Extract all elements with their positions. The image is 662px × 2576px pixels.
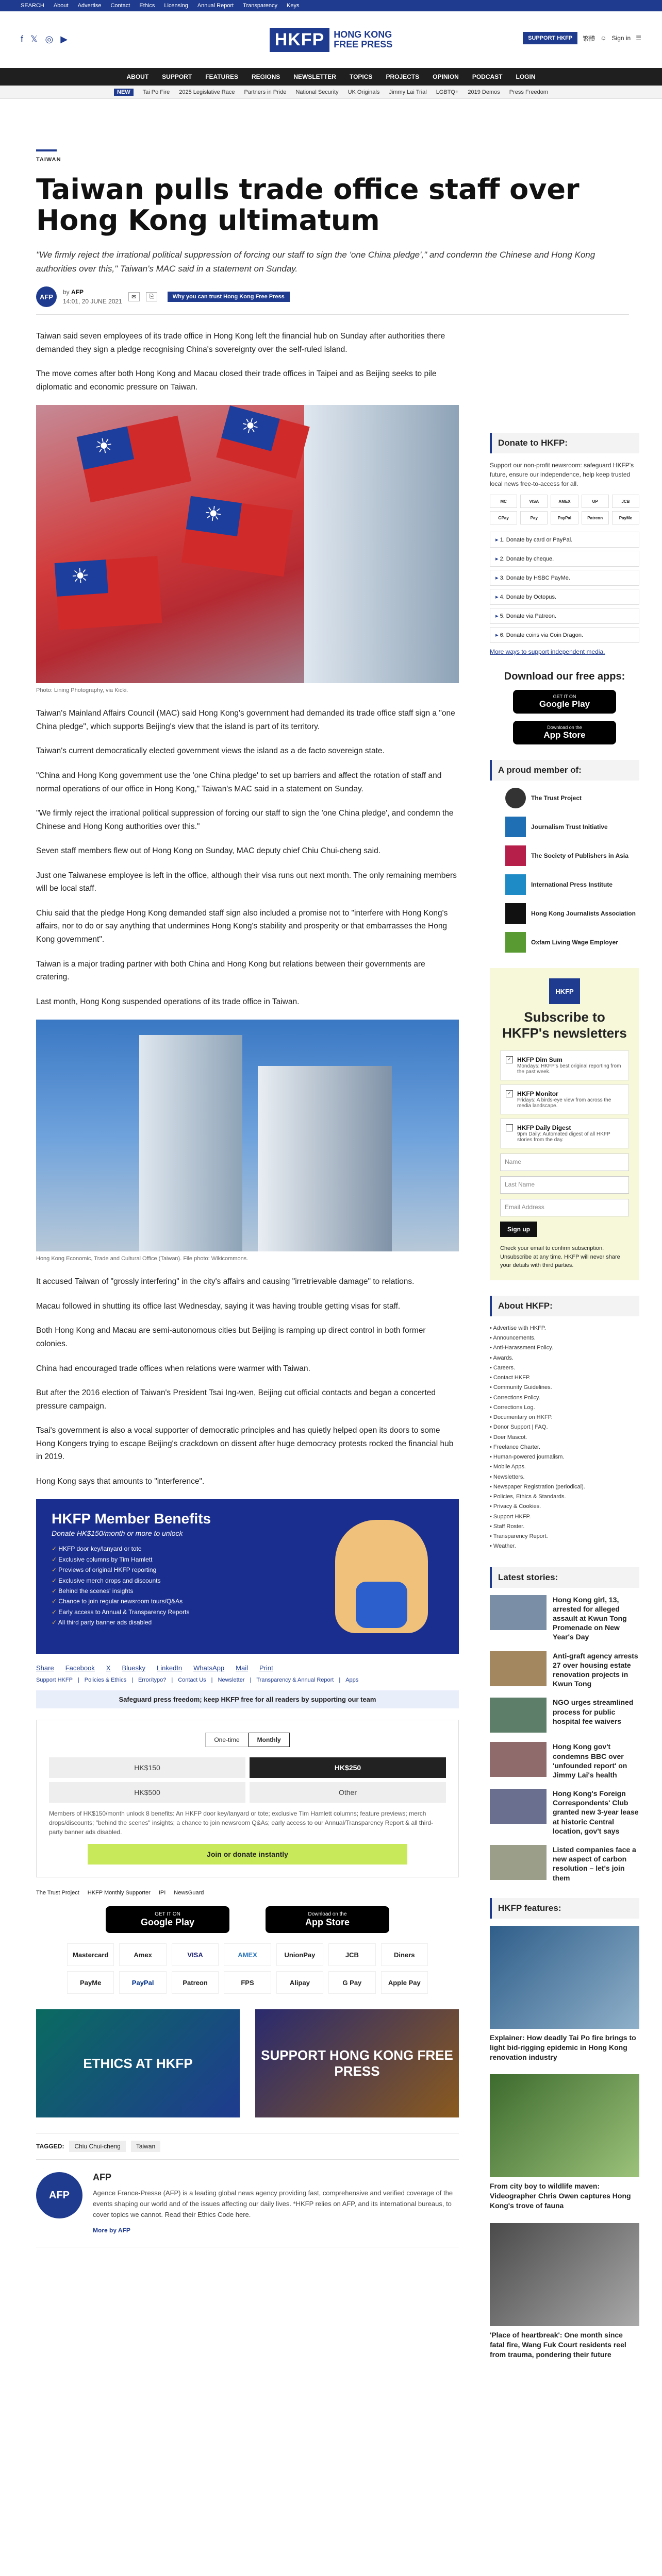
share-linkedin[interactable]: LinkedIn (157, 1664, 183, 1672)
author-name[interactable]: AFP (71, 289, 84, 296)
story-title[interactable]: Hong Kong gov't condemns BBC over 'unfounded report' on Jimmy Lai's health (553, 1742, 627, 1779)
as-small: Download on the (308, 1911, 347, 1918)
card-logo: MC (490, 495, 517, 508)
story-thumbnail (490, 1845, 547, 1880)
benefit-item: ✓ Exclusive columns by Tim Hamlett (52, 1554, 443, 1565)
main-nav (0, 68, 662, 86)
nav-item-features[interactable]: FEATURES (205, 73, 238, 80)
payme-logo: PayMe (67, 1971, 114, 1994)
nav-item-about[interactable]: ABOUT (126, 73, 149, 80)
logo-line-2: FREE PRESS (334, 39, 393, 49)
donate-text: Support our non-profit newsroom: safeguard HKFP's future, ensure our independence, help keep trusted local news free-to-access for all. (490, 462, 634, 487)
monthly-tab[interactable]: Monthly (249, 1733, 290, 1747)
paragraph: Just one Taiwanese employee is left in the office, although their visa runs out next month. The only remaining members will be local staff. (36, 871, 457, 893)
member-logo[interactable] (505, 845, 639, 866)
mastercard-logo: Mastercard (67, 1943, 114, 1966)
byline-by: by (63, 289, 70, 296)
benefit-item: ✓ Chance to join regular newsroom tours/Q&As (52, 1596, 443, 1606)
author-info (93, 2172, 459, 2234)
newsletter-option[interactable] (500, 1050, 629, 1080)
new-badge: NEW (114, 89, 134, 96)
as-small: Download on the (547, 725, 582, 730)
latest-story[interactable] (490, 1789, 639, 1836)
story-title[interactable]: NGO urges streamlined process for public hospital fee waivers (553, 1698, 634, 1725)
card-logo: Pay (520, 511, 548, 524)
share-bluesky[interactable]: Bluesky (122, 1664, 145, 1672)
article-title: Taiwan pulls trade office staff over Hong Kong ultimatum (36, 173, 580, 237)
signup-button[interactable]: Sign up (500, 1222, 537, 1237)
sidebar-app-store-button[interactable] (513, 721, 616, 744)
about-link-item[interactable]: • Careers. (490, 1363, 639, 1373)
paragraph: Both Hong Kong and Macau are semi-autonomous cities but Beijing is ramping up direct control in both former colonies. (36, 1326, 426, 1348)
keys-link[interactable]: Keys (287, 3, 300, 9)
about-link-item[interactable]: • Newsletters. (490, 1472, 639, 1482)
trending-item[interactable]: LGBTQ+ (436, 89, 459, 95)
google-play-button[interactable] (106, 1906, 229, 1933)
article-standfirst: "We firmly reject the irrational political suppression of forcing our staff to sign the 'one China pledge'," and condemn the Chinese and Hong Kong authorities over this," Taiwan's MAC said in a statement on Sunday. (36, 249, 595, 274)
error-link[interactable]: Error/typo? (138, 1677, 167, 1684)
story-thumbnail (490, 1742, 547, 1777)
transparency-link[interactable]: Transparency (243, 3, 277, 9)
story-title[interactable]: Hong Kong girl, 13, arrested for alleged assault at Kwun Tong Promenade on New Year's Day (553, 1595, 627, 1641)
diners-logo: Diners (381, 1943, 428, 1966)
author-box (36, 2172, 459, 2247)
latest-story[interactable] (490, 1698, 639, 1733)
facebook-icon[interactable]: f (21, 34, 24, 44)
trending-item[interactable]: 2025 Legislative Race (179, 89, 235, 95)
as-label: App Store (543, 730, 586, 740)
benefit-item: ✓ Early access to Annual & Transparency Reports (52, 1607, 443, 1617)
logo-line-1: HONG KONG (334, 29, 392, 40)
trust-badges (36, 1890, 459, 1896)
about-link-item[interactable]: • Policies, Ethics & Standards. (490, 1492, 639, 1502)
ipi-badge[interactable]: IPI (158, 1890, 166, 1896)
member-name: Journalism Trust Initiative (531, 823, 608, 831)
about-link-item[interactable]: • Anti-Harassment Policy. (490, 1343, 639, 1353)
paragraph: Seven staff members flew out of Hong Kong on Sunday, MAC deputy chief Chiu Chui-cheng said. (36, 846, 381, 856)
amount-options (49, 1757, 446, 1803)
newsletter-logo: HKFP (549, 978, 580, 1004)
contact-link[interactable]: Contact (110, 3, 130, 9)
benefit-item: ✓ HKFP door key/lanyard or tote (52, 1544, 443, 1554)
newsletter-note: Check your email to confirm subscription. Unsubscribe at any time. HKFP will never share your details with third parties. (500, 1245, 620, 1269)
tag-list (36, 2133, 459, 2160)
paragraph: "We firmly reject the irrational political suppression of forcing our staff to sign the 'one China pledge', and condemn the Chinese and Hong Kong authorities over this." (36, 809, 454, 831)
benefit-item: ✓ All third party banner ads disabled (52, 1617, 443, 1628)
instagram-icon[interactable]: ◎ (45, 34, 54, 44)
about-link-item[interactable]: • Announcements. (490, 1333, 639, 1343)
payment-methods (67, 1943, 428, 1994)
visa-logo: VISA (172, 1943, 219, 1966)
gpay-logo: G Pay (328, 1971, 375, 1994)
paragraph: Taiwan is a major trading partner with both China and Hong Kong but relations between their governments are cratering. (36, 959, 425, 982)
donate-note: Members of HK$150/month unlock 8 benefits: An HKFP door key/lanyard or tote; exclusive Tim Hamlett columns; feature previews; merch drops/discounts; "behind the scenes" insights; a chance to join newsroom Q&As; early access to our Annual/Transparency Report & all third-party banner ads disabled. (49, 1810, 434, 1836)
article-category[interactable]: TAIWAN (36, 157, 61, 163)
feature-story[interactable] (490, 2074, 639, 2211)
share-x[interactable]: X (106, 1664, 111, 1672)
app-store-button[interactable] (266, 1906, 389, 1933)
gp-label: Google Play (140, 1917, 195, 1928)
story-thumbnail (490, 1651, 547, 1686)
feature-story[interactable] (490, 1926, 639, 2062)
paragraph: The move comes after both Hong Kong and Macau closed their trade offices in Taipei and as Beijing seeks to pile diplomatic and economic pressure on Taiwan. (36, 369, 437, 392)
more-by-author-link[interactable]: More by AFP (93, 2226, 130, 2234)
nav-item-podcast[interactable]: PODCAST (472, 73, 503, 80)
paypal-logo: PayPal (119, 1971, 166, 1994)
about-link-item[interactable]: • Weather. (490, 1541, 639, 1551)
jcb-logo: JCB (328, 1943, 375, 1966)
youtube-icon[interactable]: ▶ (60, 34, 68, 44)
trending-bar (0, 86, 662, 99)
story-thumbnail (490, 1789, 547, 1824)
licensing-link[interactable]: Licensing (164, 3, 188, 9)
last-name-input[interactable]: Last Name (500, 1176, 629, 1194)
about-link-item[interactable]: • Newspaper Registration (periodical). (490, 1482, 639, 1492)
share-mail[interactable]: Mail (236, 1664, 248, 1672)
gp-small: GET IT ON (553, 694, 576, 699)
support-hkfp-button[interactable]: SUPPORT HKFP (523, 32, 577, 44)
frequency-toggle (49, 1733, 446, 1747)
card-logo: PayPal (551, 511, 578, 524)
taiwan-flag (55, 556, 162, 630)
author-avatar[interactable]: AFP (36, 286, 57, 307)
ipi-icon (505, 874, 526, 895)
tags-label: TAGGED: (36, 2143, 64, 2150)
about-link-item[interactable]: • Contact HKFP. (490, 1373, 639, 1383)
promo-title: HKFP Member Benefits (52, 1511, 211, 1527)
card-logo: JCB (612, 495, 639, 508)
fps-logo: FPS (224, 1971, 271, 1994)
hkja-icon (505, 903, 526, 924)
member-logo[interactable] (505, 903, 639, 924)
article-body (36, 330, 459, 2247)
feature-image (490, 2074, 639, 2177)
menu-icon[interactable]: ☰ (636, 35, 641, 42)
trust-hkfp-button[interactable]: Why you can trust Hong Kong Free Press (168, 292, 290, 302)
donate-title: Donate to HKFP: (490, 433, 639, 453)
ethics-link[interactable]: Ethics (139, 3, 155, 9)
about-link-item[interactable]: • Advertise with HKFP. (490, 1324, 639, 1333)
applepay-logo: Apple Pay (381, 1971, 428, 1994)
category-bar (36, 149, 57, 151)
user-icon[interactable]: ☺ (600, 35, 607, 42)
about-link-item[interactable]: • Documentary on HKFP. (490, 1413, 639, 1422)
x-icon[interactable]: 𝕏 (30, 34, 38, 44)
header-actions (523, 32, 641, 44)
author-box-name[interactable]: AFP (93, 2172, 111, 2183)
publish-date: 14:01, 20 JUNE 2021 (63, 298, 122, 305)
member-name: The Society of Publishers in Asia (531, 852, 628, 859)
sidebar (490, 433, 639, 2372)
trending-item[interactable]: Jimmy Lai Trial (389, 89, 427, 95)
monthly-supporter-badge[interactable]: HKFP Monthly Supporter (87, 1890, 151, 1896)
paragraph: "China and Hong Kong government use the 'one China pledge' to set up barriers and affect the rotation of staff and normal operations of our office in Hong Kong," Taiwan's MAC said in a statement on Sunday. (36, 771, 442, 793)
about-link-item[interactable]: • Freelance Charter. (490, 1443, 639, 1452)
paragraph: Taiwan's Mainland Affairs Council (MAC) said Hong Kong's government had demanded its trade office staff sign a "one China pledge", which supports Beijing's view that the island is part of its territory. (36, 709, 455, 731)
about-link-item[interactable]: • Doer Mascot. (490, 1433, 639, 1443)
feature-title[interactable]: From city boy to wildlife maven: Videographer Chris Owen captures Hong Kong's trove of fauna (490, 2182, 631, 2210)
story-thumbnail (490, 1698, 547, 1733)
member-logo[interactable] (505, 874, 639, 895)
nav-item-projects[interactable]: PROJECTS (386, 73, 420, 80)
share-label: Share (36, 1664, 54, 1672)
about-link-item[interactable]: • Staff Roster. (490, 1522, 639, 1532)
about-links (490, 1324, 639, 1552)
member-logo[interactable] (505, 788, 639, 808)
about-link-item[interactable]: • Human-powered journalism. (490, 1452, 639, 1462)
tag-item[interactable]: Chiu Chui-cheng (69, 2141, 125, 2152)
photo-building (139, 1035, 242, 1251)
newsletter-name: HKFP Dim Sum (517, 1056, 562, 1064)
newsletter-name: HKFP Monitor (517, 1090, 558, 1098)
trending-item[interactable]: Press Freedom (509, 89, 548, 95)
paragraph: It accused Taiwan of "grossly interfering" in the city's affairs and causing "irretrievable damage" to relations. (36, 1277, 415, 1286)
nav-item-support[interactable]: SUPPORT (162, 73, 192, 80)
paragraph: Tsai's government is also a vocal supporter of democratic principles and has quietly helped open its doors to some Hong Kongers trying to escape Beijing's crackdown on dissent after huge democracy protests rocked the financial hub in 2019. (36, 1426, 454, 1462)
donate-option[interactable]: ▸ 5. Donate via Patreon. (490, 608, 639, 624)
card-logo: UP (582, 495, 609, 508)
member-title: A proud member of: (490, 760, 639, 781)
policies-link[interactable]: Policies & Ethics (84, 1677, 127, 1684)
trade-office-photo (36, 1020, 459, 1251)
photo-building (258, 1066, 392, 1251)
tag-item[interactable]: Taiwan (131, 2141, 160, 2152)
logo-wordmark (334, 30, 392, 49)
newsletter-checkbox[interactable]: ✓ (506, 1090, 513, 1097)
share-facebook[interactable]: Facebook (65, 1664, 95, 1672)
benefit-item: ✓ Exclusive merch drops and discounts (52, 1575, 443, 1586)
newsguard-badge[interactable]: NewsGuard (174, 1890, 204, 1896)
advertise-link[interactable]: Advertise (77, 3, 102, 9)
support-link[interactable]: Support HKFP (36, 1677, 73, 1684)
trending-item[interactable]: UK Originals (347, 89, 380, 95)
contact-us-link[interactable]: Contact Us (178, 1677, 206, 1684)
story-title[interactable]: Anti-graft agency arrests 27 over housing estate renovation projects in Kwun Tong (553, 1651, 638, 1688)
benefit-item: ✓ Behind the scenes' insights (52, 1586, 443, 1596)
feature-image (490, 2223, 639, 2326)
about-link-item[interactable]: • Corrections Policy. (490, 1393, 639, 1403)
taiwan-flag (77, 416, 192, 503)
latest-story[interactable] (490, 1651, 639, 1689)
oxfam-icon (505, 932, 526, 953)
trending-item[interactable]: Tai Po Fire (142, 89, 170, 95)
card-logo: GPay (490, 511, 517, 524)
paragraph: Macau followed in shutting its office last Wednesday, saying it was having trouble getting visas for staff. (36, 1301, 401, 1311)
about-title: About HKFP: (490, 1296, 639, 1316)
card-logo: AMEX (551, 495, 578, 508)
newsletter-option[interactable] (500, 1118, 629, 1148)
newsletter-option[interactable] (500, 1084, 629, 1114)
donate-option[interactable]: ▸ 4. Donate by Octopus. (490, 589, 639, 605)
nav-item-newsletter[interactable]: NEWSLETTER (293, 73, 336, 80)
amount-option[interactable]: HK$500 (49, 1782, 245, 1803)
about-link-item[interactable]: • Donor Support | FAQ. (490, 1422, 639, 1432)
feature-title[interactable]: Explainer: How deadly Tai Po fire brings to light bid-rigging epidemic in Hong Kong renovation industry (490, 2033, 636, 2061)
photo-building (304, 405, 459, 683)
trending-item[interactable]: Partners in Pride (244, 89, 287, 95)
trending-item[interactable]: National Security (295, 89, 339, 95)
patreon-logo: Patreon (172, 1971, 219, 1994)
latest-story[interactable] (490, 1595, 639, 1642)
social-icons (21, 34, 68, 45)
gp-label: Google Play (539, 699, 590, 709)
member-name: The Trust Project (531, 794, 582, 802)
paragraph: Taiwan said seven employees of its trade office in Hong Kong left the financial hub on Sunday after authorities there demanded they sign a pledge recognising China's sovereignty over the self-ruled island. (36, 332, 445, 354)
apps-link[interactable]: Apps (345, 1677, 359, 1684)
footer-links: Support HKFP | Policies & Ethics | Error/typo? | Contact Us | Newsletter | Transparency & Annual Report | Apps (36, 1677, 359, 1684)
support-banner[interactable]: SUPPORT HONG KONG FREE PRESS (255, 2009, 459, 2117)
about-link-item[interactable]: • Support HKFP. (490, 1512, 639, 1522)
features-title: HKFP features: (490, 1898, 639, 1919)
member-logo[interactable] (505, 932, 639, 953)
utility-bar (0, 0, 662, 11)
gp-small: GET IT ON (155, 1911, 180, 1918)
sign-in-link[interactable]: Sign in (611, 35, 631, 42)
benefit-item: ✓ Previews of original HKFP reporting (52, 1565, 443, 1575)
language-switch[interactable]: 繁體 (583, 35, 595, 42)
feature-image (490, 1926, 639, 2029)
newsletter-signup (490, 968, 639, 1280)
donate-option[interactable]: ▸ 6. Donate coins via Coin Dragon. (490, 627, 639, 643)
apps-title: Download our free apps: (504, 671, 625, 682)
trust-project-badge[interactable]: The Trust Project (36, 1890, 79, 1896)
author-bio: Agence France-Presse (AFP) is a leading global news agency providing fast, comprehensive and verified coverage of the events shaping our world and of the issues affecting our daily lives. *HKFP relies on AFP, and its international bureaus, to cover topics we cannot. Read their Ethics Code here. (93, 2189, 453, 2219)
donate-option[interactable]: ▸ 3. Donate by HSBC PayMe. (490, 570, 639, 586)
email-icon[interactable]: ✉ (128, 292, 140, 301)
link-icon[interactable]: ⎘ (146, 292, 157, 301)
member-logo[interactable] (505, 817, 639, 837)
about-link-item[interactable]: • Awards. (490, 1353, 639, 1363)
safeguard-banner[interactable]: Safeguard press freedom; keep HKFP free for all readers by supporting our team (36, 1690, 459, 1708)
member-name: Hong Kong Journalists Association (531, 910, 636, 917)
logo-mark: HKFP (270, 28, 330, 52)
photo-caption: Photo: Lining Photography, via Kicki. (36, 687, 128, 694)
jti-icon (505, 817, 526, 837)
amount-option-selected[interactable]: HK$250 (250, 1757, 446, 1778)
sidebar-payment-cards (490, 495, 639, 524)
about-link[interactable]: About (53, 3, 69, 9)
newsletter-title: Subscribe to HKFP's newsletters (502, 1009, 627, 1041)
donate-option[interactable]: ▸ 2. Donate by cheque. (490, 551, 639, 567)
newsletter-desc: Fridays: A birds-eye view from across the media landscape. (517, 1097, 611, 1109)
card-logo: VISA (520, 495, 548, 508)
search-link[interactable]: SEARCH (21, 3, 44, 9)
photo-caption: Hong Kong Economic, Trade and Cultural Office (Taiwan). File photo: Wikicommons. (36, 1256, 249, 1262)
newsletter-checkbox[interactable] (506, 1124, 513, 1131)
join-donate-button[interactable]: Join or donate instantly (88, 1844, 407, 1865)
author-avatar-large[interactable]: AFP (36, 2172, 82, 2218)
amount-option[interactable]: HK$150 (49, 1757, 245, 1778)
about-link-item[interactable]: • Community Guidelines. (490, 1383, 639, 1393)
donate-option[interactable]: ▸ 1. Donate by card or PayPal. (490, 532, 639, 548)
trust-project-icon (505, 788, 526, 808)
paragraph: Hong Kong says that amounts to "interference". (36, 1477, 205, 1486)
amex-logo: AMEX (224, 1943, 271, 1966)
as-label: App Store (305, 1917, 350, 1928)
paragraph: Last month, Hong Kong suspended operations of its trade office in Taiwan. (36, 997, 300, 1006)
newsletter-checkbox[interactable]: ✓ (506, 1056, 513, 1063)
feature-story[interactable] (490, 2223, 639, 2360)
promo-subtitle: Donate HK$150/month or more to unlock (52, 1529, 183, 1538)
newsletter-desc: Mondays: HKFP's best original reporting from the past week. (517, 1063, 621, 1075)
member-benefits-promo[interactable] (36, 1499, 459, 1654)
trending-item[interactable]: 2019 Demos (468, 89, 500, 95)
member-name: International Press Institute (531, 881, 613, 888)
promo-banners (36, 2009, 459, 2117)
about-link-item[interactable]: • Privacy & Cookies. (490, 1502, 639, 1512)
ethics-banner[interactable]: ETHICS AT HKFP (36, 2009, 240, 2117)
about-link-item[interactable]: • Mobile Apps. (490, 1462, 639, 1472)
taiwan-flag (181, 496, 293, 577)
share-whatsapp[interactable]: WhatsApp (193, 1664, 225, 1672)
paragraph: But after the 2016 election of Taiwan's President Tsai Ing-wen, Beijing cut official contacts and began a concerted pressure campaign. (36, 1388, 436, 1411)
story-title[interactable]: Hong Kong's Foreign Correspondents' Club granted new 3-year lease at historic Central location, gov't says (553, 1789, 639, 1835)
byline (36, 286, 629, 315)
taiwan-flags-photo (36, 405, 459, 683)
nav-item-login[interactable]: LOGIN (516, 73, 536, 80)
nav-item-topics[interactable]: TOPICS (349, 73, 373, 80)
nav-item-opinion[interactable]: OPINION (433, 73, 459, 80)
alipay-logo: Alipay (276, 1971, 323, 1994)
newsletter-link[interactable]: Newsletter (218, 1677, 245, 1684)
transparency-report-link[interactable]: Transparency & Annual Report (256, 1677, 334, 1684)
one-time-tab[interactable]: One-time (205, 1733, 248, 1747)
nav-item-regions[interactable]: REGIONS (251, 73, 280, 80)
amex-logo: Amex (119, 1943, 166, 1966)
email-input[interactable]: Email Address (500, 1199, 629, 1216)
share-print[interactable]: Print (259, 1664, 273, 1672)
card-logo: PayMe (612, 511, 639, 524)
feature-title[interactable]: 'Place of heartbreak': One month since fatal fire, Wang Fuk Court residents reel from trauma, pondering their future (490, 2331, 626, 2359)
story-thumbnail (490, 1595, 547, 1630)
latest-story[interactable] (490, 1742, 639, 1780)
newsletter-name: HKFP Daily Digest (517, 1124, 571, 1132)
latest-story[interactable] (490, 1845, 639, 1883)
sopa-icon (505, 845, 526, 866)
site-logo[interactable] (270, 28, 393, 52)
more-ways-link[interactable]: More ways to support independent media. (490, 648, 605, 655)
byline-text (63, 287, 122, 306)
about-link-item[interactable]: • Transparency Report. (490, 1532, 639, 1541)
taiwan-flag (216, 405, 309, 479)
donate-widget (36, 1720, 459, 1877)
site-header (0, 11, 662, 68)
first-name-input[interactable]: Name (500, 1154, 629, 1171)
sidebar-google-play-button[interactable] (513, 690, 616, 714)
paragraph: Taiwan's current democratically elected government views the island as a de facto sovereign state. (36, 747, 385, 756)
deer-mascot (335, 1520, 428, 1633)
paragraph: Chiu said that the pledge Hong Kong demanded staff sign also included a promise not to "interfere with Hong Kong's affairs, nor to do or say anything that undermines Hong Kong's stability and prosperity or that embarrasses the Hong Kong government". (36, 908, 448, 944)
newsletter-desc: 9pm Daily: Automated digest of all HKFP stories from the day. (517, 1131, 610, 1143)
amount-option-other[interactable]: Other (250, 1782, 446, 1803)
unionpay-logo: UnionPay (276, 1943, 323, 1966)
latest-title: Latest stories: (490, 1567, 639, 1588)
annual-report-link[interactable]: Annual Report (197, 3, 234, 9)
article-header (36, 149, 629, 276)
member-name: Oxfam Living Wage Employer (531, 939, 618, 946)
story-title[interactable]: Listed companies face a new aspect of carbon resolution – let's join them (553, 1845, 636, 1882)
paragraph: China had encouraged trade offices when relations were warmer with Taiwan. (36, 1364, 310, 1373)
share-row (36, 1664, 459, 1672)
card-logo: Patreon (582, 511, 609, 524)
app-store-row (36, 1906, 459, 1933)
about-link-item[interactable]: • Corrections Log. (490, 1403, 639, 1413)
